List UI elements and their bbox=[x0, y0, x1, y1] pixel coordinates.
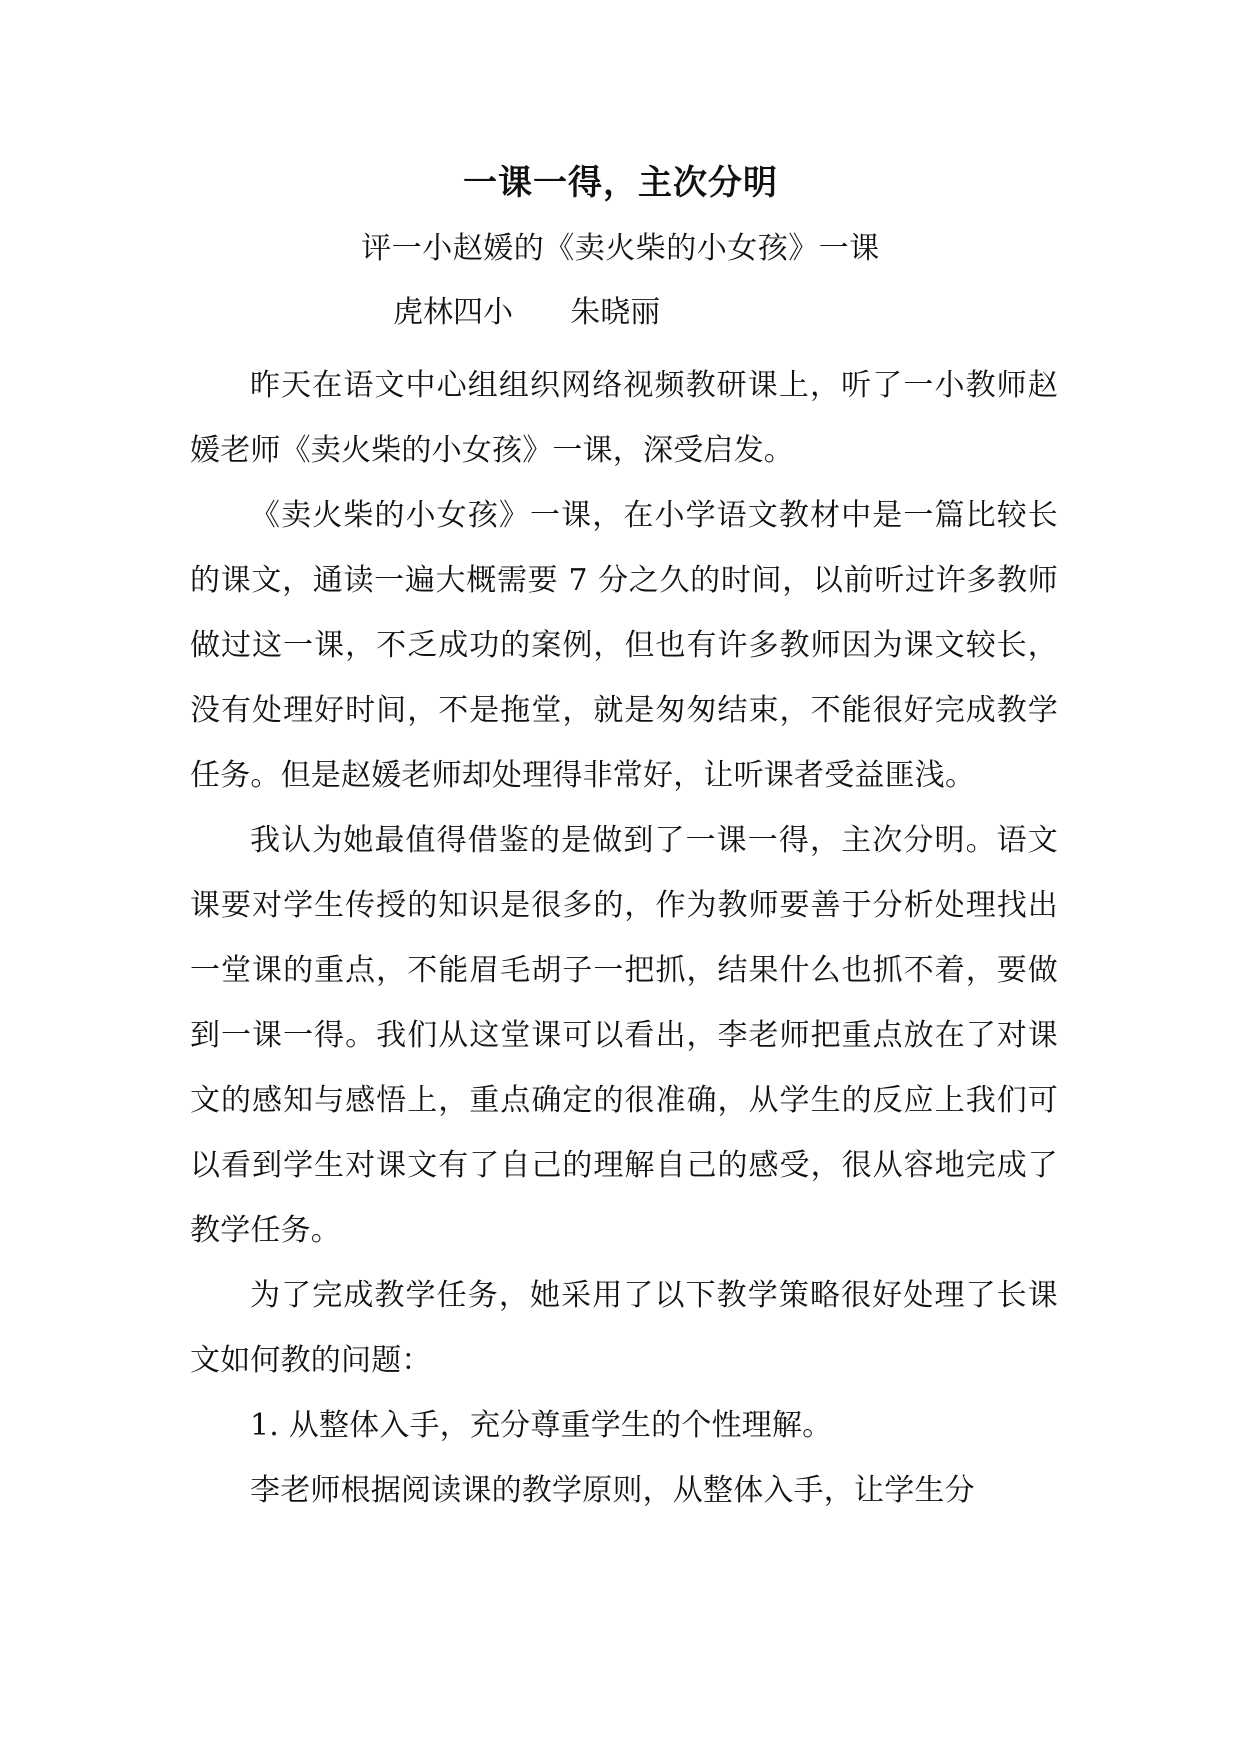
paragraph-strategy-1: 1. 从整体入手，充分尊重学生的个性理解。 bbox=[250, 1408, 833, 1443]
paragraph-main-point: 我认为她最值得借鉴的是做到了一课一得，主次分明。语文课要对学生传授的知识是很多的，作为教师要善于分析处理找出一堂课的重点，不能眉毛胡子一把抓，结果什么也抓不着，要做到一课一得。我们从这堂课可以看出，李老师把重点放在了对课文的感知与感悟上，重点确定的很准确，从学生的反应上我们可以看到学生对课文有了自己的理解自己的感受，很从容地完成了教学任务。 bbox=[190, 823, 1058, 1248]
document-body bbox=[190, 353, 1058, 1523]
paragraph-strategies: 为了完成教学任务，她采用了以下教学策略很好处理了长课文如何教的问题： bbox=[190, 1278, 1058, 1378]
document-subtitle: 评一小赵媛的《卖火柴的小女孩》一课 bbox=[361, 231, 880, 266]
paragraph-continued: 李老师根据阅读课的教学原则，从整体入手，让学生分 bbox=[250, 1473, 975, 1508]
paragraph-background: 《卖火柴的小女孩》一课，在小学语文教材中是一篇比较长的课文，通读一遍大概需要 7 分之久的时间，以前听过许多教师做过这一课，不乏成功的案例，但也有许多教师因为课文较长，没有处理好时间，不是拖堂，就是匆匆结束，不能很好完成教学任务。但是赵媛老师却处理得非常好，让听课者受益匪浅。 bbox=[190, 498, 1058, 793]
paragraph-intro: 昨天在语文中心组组织网络视频教研课上，听了一小教师赵媛老师《卖火柴的小女孩》一课，深受启发。 bbox=[190, 368, 1058, 468]
document-title: 一课一得，主次分明 bbox=[463, 163, 778, 203]
author-line: 虎林四小 朱晓丽 bbox=[393, 295, 661, 330]
